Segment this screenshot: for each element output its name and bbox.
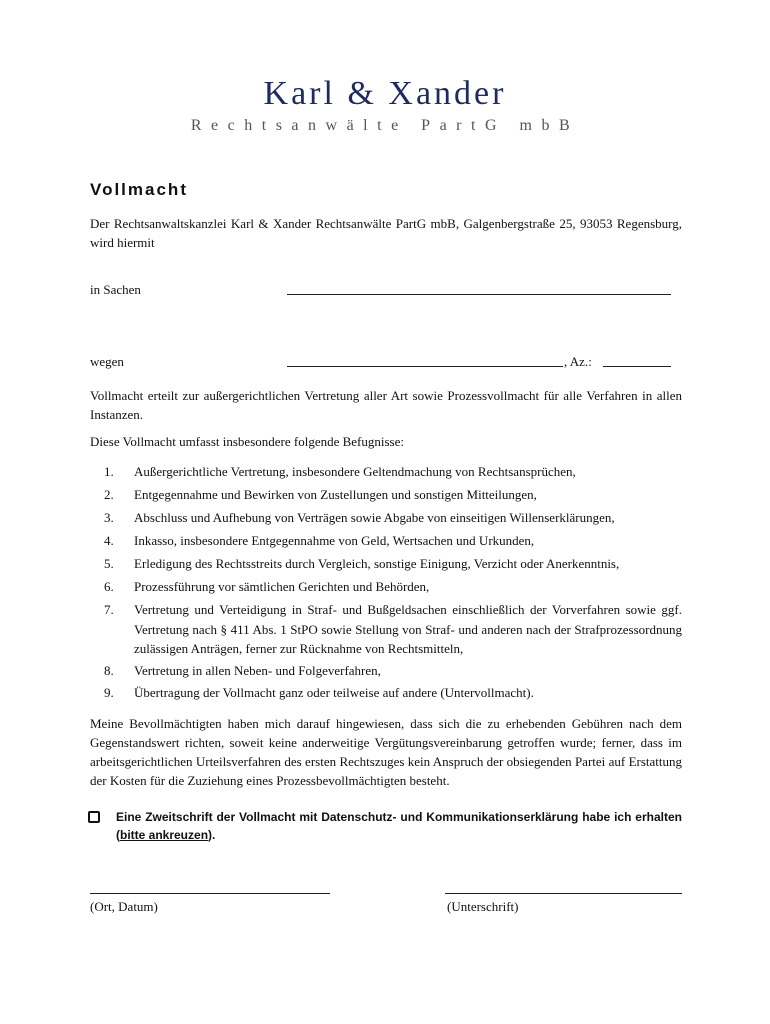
receipt-text	[116, 808, 682, 844]
list-item-number: 2.	[104, 487, 114, 502]
wegen-line[interactable]	[287, 366, 563, 367]
list-item-text: Prozessführung vor sämtlichen Gerichten und Behörden,	[134, 579, 430, 594]
list-item-number: 7.	[104, 602, 114, 617]
intro-paragraph: Der Rechtsanwaltskanzlei Karl & Xander Rechtsanwälte PartG mbB, Galgenbergstraße 25, 93053 Regensburg, wird hiermit	[90, 216, 682, 250]
list-item-text: Abschluss und Aufhebung von Verträgen sowie Abgabe von einseitigen Willenserklärungen,	[134, 510, 615, 525]
wegen-label: wegen	[90, 354, 124, 369]
list-item-text: Vertretung in allen Neben- und Folgeverfahren,	[134, 663, 381, 678]
in-sachen-line[interactable]	[287, 294, 671, 295]
grant-paragraph: Vollmacht erteilt zur außergerichtlichen Vertretung aller Art sowie Prozessvollmacht für alle Verfahren in allen Instanzen.	[90, 388, 682, 422]
list-item-text: Außergerichtliche Vertretung, insbesondere Geltendmachung von Rechtsansprüchen,	[134, 464, 576, 479]
list-item-number: 4.	[104, 533, 114, 548]
list-item-number: 5.	[104, 556, 114, 571]
fee-notice-paragraph: Meine Bevollmächtigten haben mich darauf hingewiesen, dass sich die zu erhebenden Gebühren nach dem Gegenstandswert richten, soweit keine anderweitige Vergütungsvereinbarung getroffen wurde; ferner, dass im arbeitsgerichtlichen Urteilsverfahren des ersten Rechtszuges kein Anspruch der obsiegenden Partei auf Erstattung der Kosten für die Zuziehung eines Prozessbevollmächtigten besteht.	[90, 716, 682, 788]
receipt-text-main: Eine Zweitschrift der Vollmacht mit Datenschutz- und Kommunikationserklärung habe ich erhalten (	[116, 810, 682, 842]
receipt-text-end: ).	[208, 828, 216, 842]
list-item-number: 6.	[104, 579, 114, 594]
list-item-text: Erledigung des Rechtsstreits durch Vergleich, sonstige Einigung, Verzicht oder Anerkenntnis,	[134, 556, 620, 571]
place-date-line[interactable]	[90, 893, 330, 894]
place-date-label: (Ort, Datum)	[90, 899, 158, 914]
list-item-text: Übertragung der Vollmacht ganz oder teilweise auf andere (Untervollmacht).	[134, 685, 534, 700]
list-item-number: 8.	[104, 663, 114, 678]
document-title: Vollmacht	[90, 180, 188, 199]
firm-subtitle: Rechtsanwälte PartG mbB	[190, 117, 580, 134]
list-item-text: Vertretung und Verteidigung in Straf- und Bußgeldsachen einschließlich der Vorverfahren sowie ggf. Vertretung nach § 411 Abs. 1 StPO sowie Stellung von Straf- und anderen nach der Strafprozessordnung zulässigen Anträgen, ferner zur Rücknahme von Rechtsmitteln,	[134, 602, 682, 656]
receipt-text-hint: bitte ankreuzen	[120, 828, 209, 842]
receipt-checkbox[interactable]	[88, 811, 100, 823]
list-item-number: 3.	[104, 510, 114, 525]
az-line[interactable]	[603, 366, 671, 367]
az-label: , Az.:	[564, 354, 592, 369]
list-item-text: Inkasso, insbesondere Entgegennahme von Geld, Wertsachen und Urkunden,	[134, 533, 535, 548]
list-item-number: 9.	[104, 685, 114, 700]
in-sachen-label: in Sachen	[90, 282, 141, 297]
list-item-text: Entgegennahme und Bewirken von Zustellungen und sonstigen Mitteilungen,	[134, 487, 537, 502]
firm-name: Karl & Xander	[263, 75, 507, 112]
signature-label: (Unterschrift)	[447, 899, 519, 914]
signature-line[interactable]	[445, 893, 682, 894]
list-item-number: 1.	[104, 464, 114, 479]
powers-intro: Diese Vollmacht umfasst insbesondere folgende Befugnisse:	[90, 434, 404, 449]
